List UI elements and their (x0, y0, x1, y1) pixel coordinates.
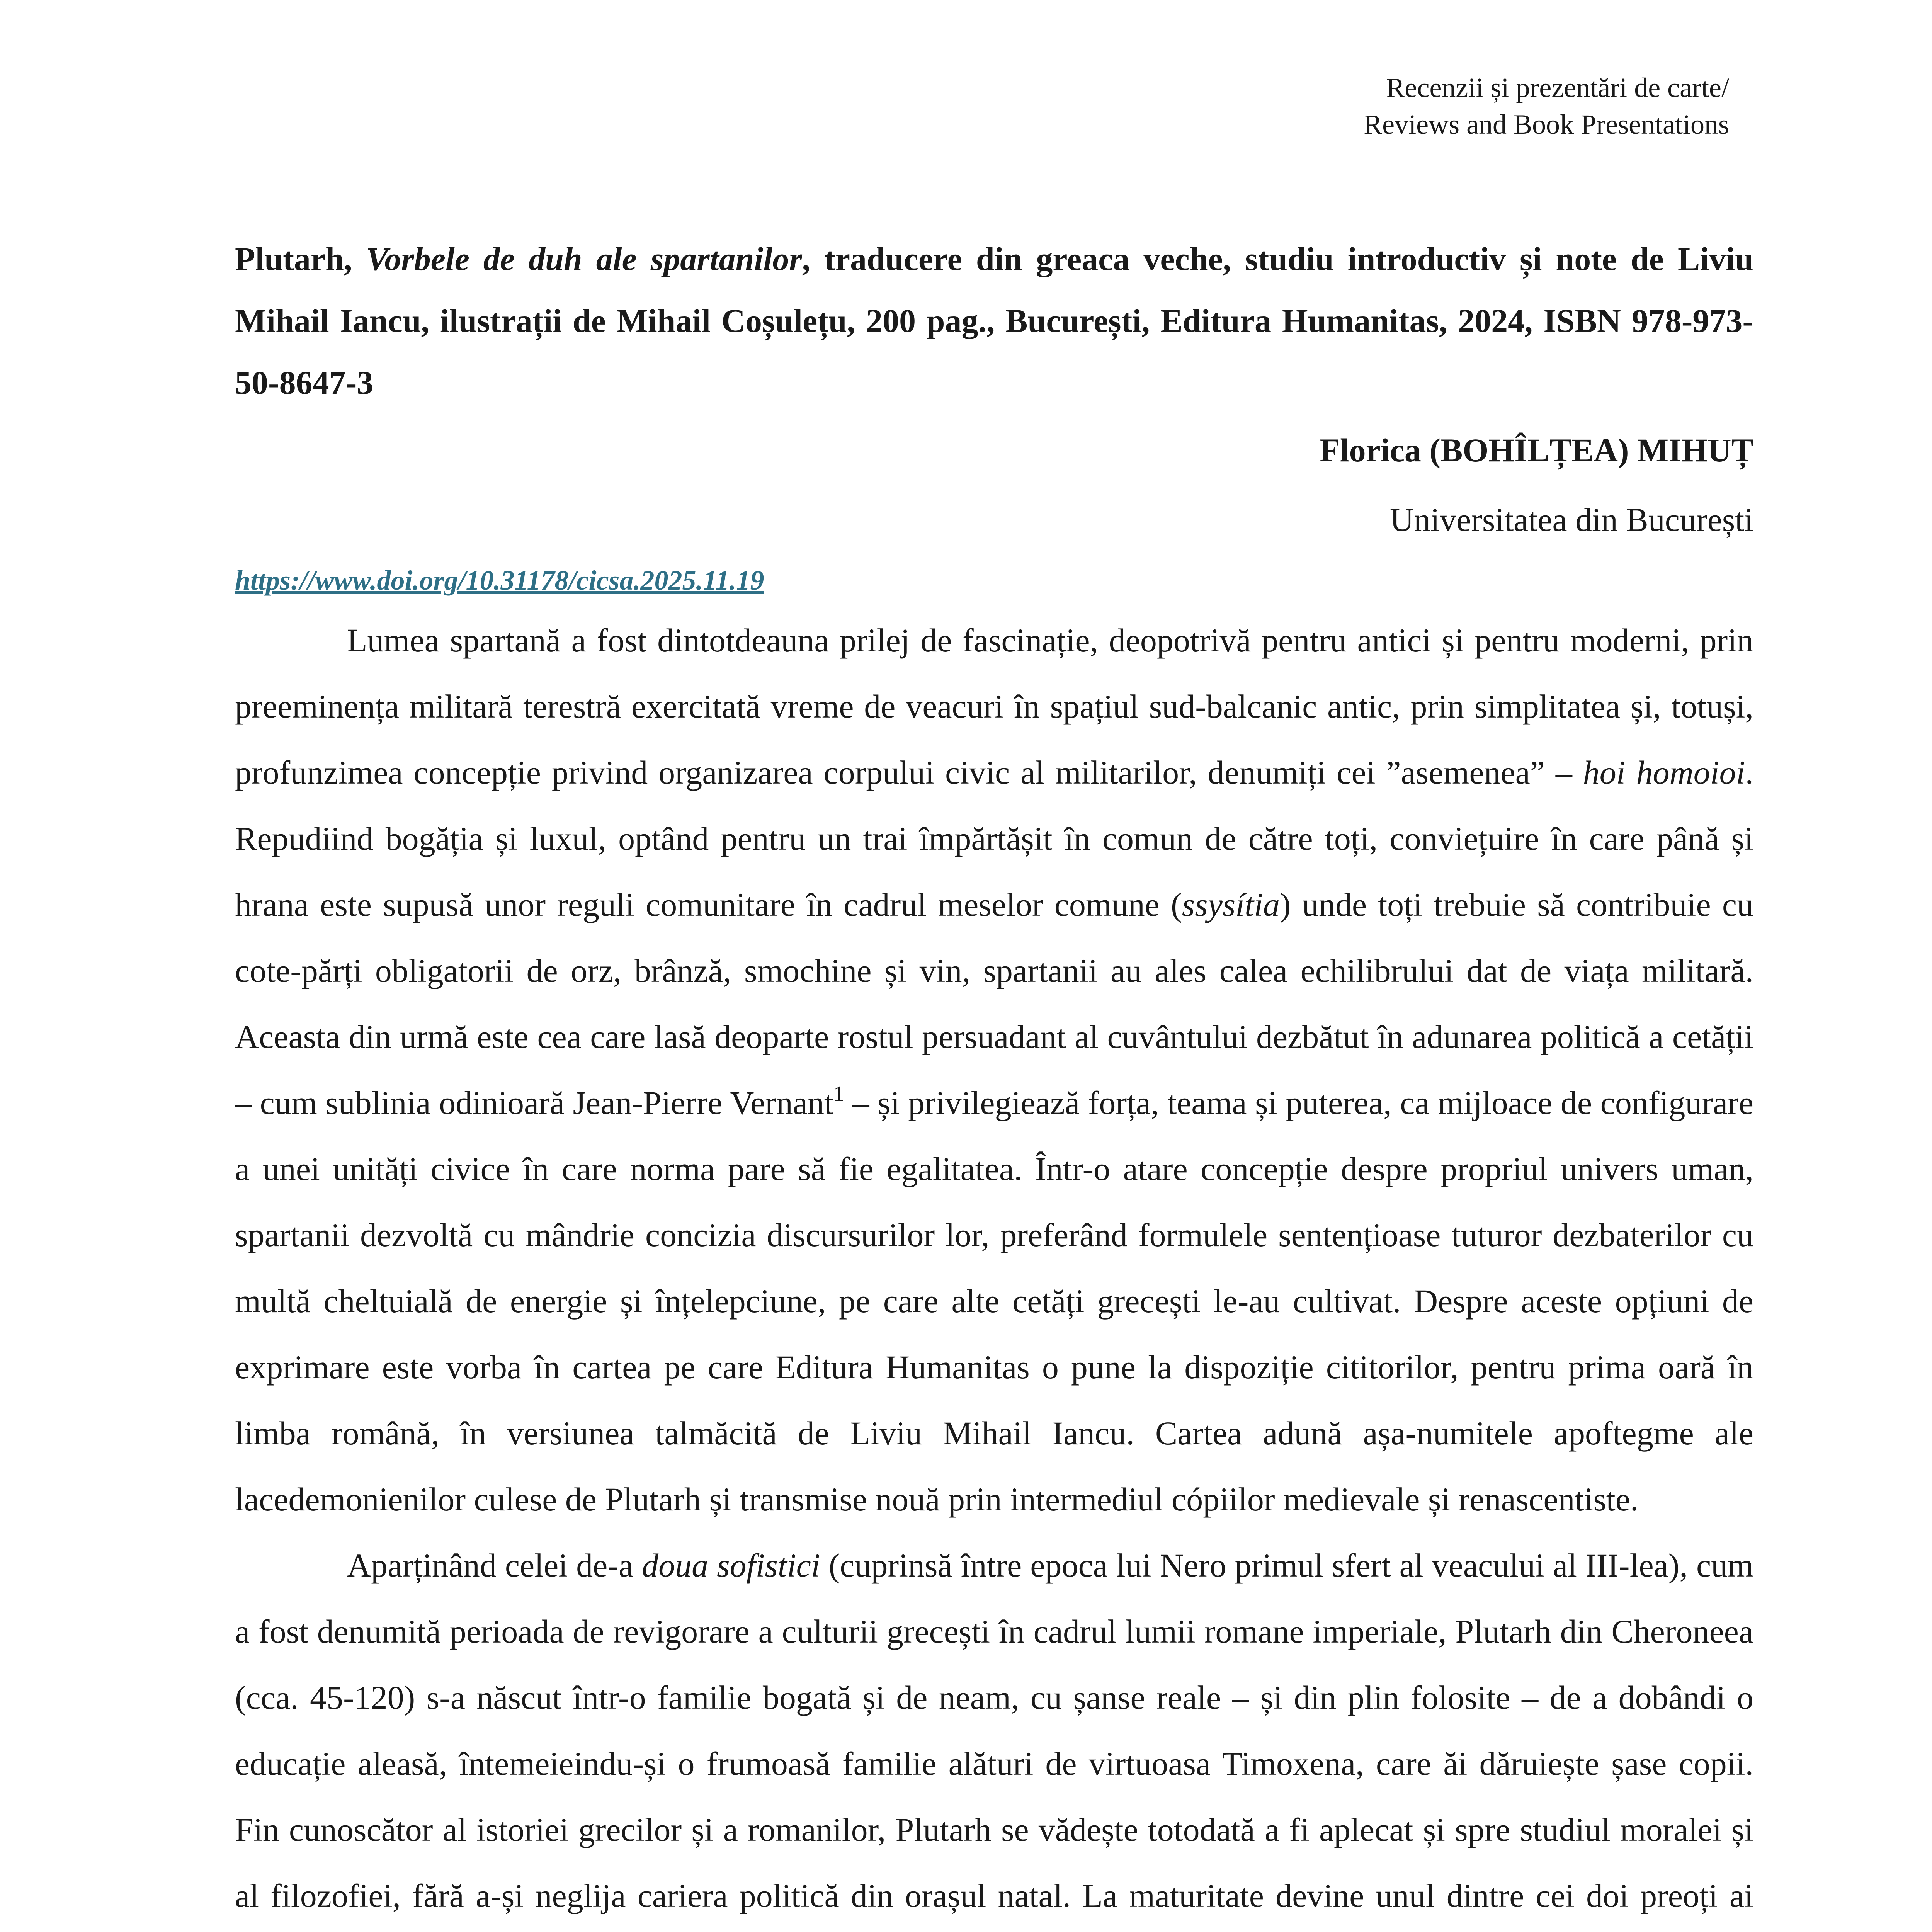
running-header-line-1: Recenzii și prezentări de carte/ (1386, 72, 1729, 103)
p1-text-e: ) unde toți trebuie să contribuie cu cote-părți obligatorii de orz, brânză, smochine și vin, spartanii au ales calea echilibrului dat de viața militară. Aceasta din urmă este cea care lasă deoparte rostul persuadant al cuvântului dezbătut în adunarea politică a cetății – cum sublinia odinioară Jean-Pierre Vernant (235, 886, 1753, 1121)
author-affiliation: Universitatea din București (1390, 501, 1753, 538)
p2-text-c: (cuprinsă între epoca lui Nero primul sfert al veacului al III-lea), cum a fost denumită perioada de revigorare a culturii grecești în cadrul lumii romane imperiale, Plutarh din Cheroneea (cca. 45-120) s-a născut într-o familie bogată și de neam, cu șanse reale – și din plin folosite – de a dobândi o educație aleasă, întemeieindu-și o frumoasă familie alături de virtuoasa Timoxena, care ăi dăruiește șase copii. Fin cunoscător al istoriei grecilor și a romanilor, Plutarh se vădește totodată a fi aplecat și spre studiul moralei și al filozofiei, fără a-și neglija cariera politică din orașul natal. La maturitate devine unul dintre cei doi preoți ai (235, 1547, 1754, 1914)
doi-link[interactable]: https://www.doi.org/10.31178/cicsa.2025.11.19 (235, 565, 764, 596)
running-header (1364, 70, 1729, 143)
paragraph-1 (235, 607, 1753, 1532)
p1-italic-ssysitia: ssysítia (1182, 886, 1280, 923)
reference-author: Plutarh, (235, 240, 366, 277)
p2-text-a: Aparținând celei de-a (347, 1547, 642, 1584)
review-author: Florica (BOHÎLȚEA) MIHUȚ (1320, 432, 1753, 469)
reference-title: Vorbele de duh ale spartanilor (366, 240, 802, 277)
p2-italic-doua-sofistici: doua sofistici (642, 1547, 820, 1584)
paragraph-2 (235, 1532, 1753, 1932)
p1-text-c: . Repudiind bogăția și luxul, optând pentru un trai împărtășit în comun de către toți, conviețuire în care până și hrana este supusă unor reguli comunitare în cadrul meselor comune ( (235, 754, 1753, 923)
book-reference (235, 228, 1753, 413)
footnote-reference-1[interactable]: 1 (833, 1082, 844, 1106)
p1-text-a: Lumea spartană a fost dintotdeauna prilej de fascinație, deopotrivă pentru antici și pentru moderni, prin preeminența militară terestră exercitată vreme de veacuri în spațiul sud-balcanic antic, prin simplitatea și, totuși, profunzimea concepție privind organizarea corpului civic al militarilor, denumiți cei ”asemenea” – (235, 622, 1753, 791)
running-header-line-2: Reviews and Book Presentations (1364, 109, 1729, 140)
p1-text-f: – și privilegiează forța, teama și puterea, ca mijloace de configurare a unei unități civice în care norma pare să fie egalitatea. Într-o atare concepție despre propriul univers uman, spartanii dezvoltă cu mândrie concizia discursurilor lor, preferând formulele sentențioase tuturor dezbaterilor cu multă cheltuială de energie și înțelepciune, pe care alte cetăți grecești le-au cultivat. Despre aceste opțiuni de exprimare este vorba în cartea pe care Editura Humanitas o pune la dispoziție cititorilor, pentru prima oară în limba română, în versiunea talmăcită de Liviu Mihail Iancu. Cartea adună așa-numitele apoftegme ale lacedemonienilor culese de Plutarh și transmise nouă prin intermediul cópiilor medievale și renascentiste. (235, 1084, 1753, 1518)
article-body (235, 607, 1753, 1932)
p1-italic-hoi-homoioi: hoi homoioi (1583, 754, 1745, 791)
reference-details: , traducere din greaca veche, studiu introductiv și note de Liviu Mihail Iancu, ilustrații de Mihail Coșulețu, 200 pag., București, Editura Humanitas, 2024, ISBN 978-973-50-8647-3 (235, 240, 1753, 401)
